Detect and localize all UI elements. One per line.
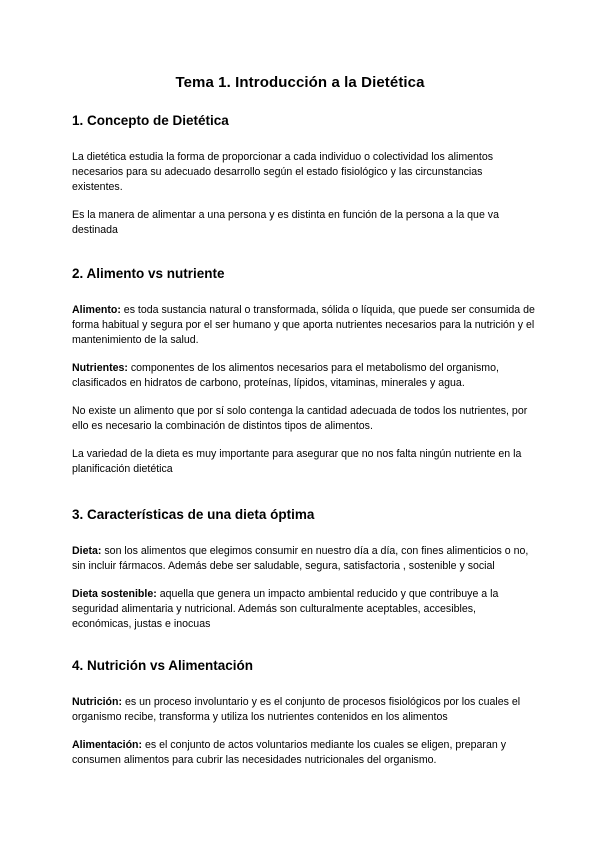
section-heading: 1. Concepto de Dietética	[72, 113, 229, 128]
definition-paragraph: Alimento: es toda sustancia natural o transformada, sólida o líquida, que puede ser consumida de forma habitual y segura por el ser humano y que aporta nutrientes necesarios para la nutrición y el mantenimiento de la salud.	[72, 304, 535, 346]
definition-paragraph: Nutrición: es un proceso involuntario y es el conjunto de procesos fisiológicos por los cuales el organismo recibe, transforma y utiliza los nutrientes contenidos en los alimentos	[72, 696, 521, 723]
section-heading: 2. Alimento vs nutriente	[72, 266, 225, 281]
term: Alimentación:	[72, 739, 143, 751]
definition-paragraph: Dieta sostenible: aquella que genera un impacto ambiental reducido y que contribuye a la seguridad alimentaria y nutricional. Además son culturalmente aceptables, accesibles, económicas, justas e inocuas	[72, 588, 499, 630]
term: Alimento:	[72, 304, 121, 316]
paragraph: No existe un alimento que por sí solo contenga la cantidad adecuada de todos los nutrientes, por ello es necesario la combinación de distintos tipos de alimentos.	[72, 405, 528, 432]
paragraph: La variedad de la dieta es muy importante para asegurar que no nos falta ningún nutriente en la planificación dietética	[72, 448, 522, 475]
term: Nutrición:	[72, 696, 123, 708]
term: Dieta:	[72, 545, 102, 557]
section-nutricion-alimentacion	[72, 658, 536, 781]
definition-paragraph: Dieta: son los alimentos que elegimos consumir en nuestro día a día, con fines alimenticios o no, sin incluir fármacos. Además debe ser saludable, segura, satisfactoria , sostenible y social	[72, 545, 529, 572]
section-heading: 4. Nutrición vs Alimentación	[72, 658, 254, 673]
section-dieta-optima	[72, 507, 536, 645]
paragraph: Es la manera de alimentar a una persona y es distinta en función de la persona a la que va destinada	[72, 209, 499, 236]
term: Nutrientes:	[72, 362, 128, 374]
section-alimento-nutriente	[72, 266, 536, 490]
section-heading: 3. Características de una dieta óptima	[72, 507, 315, 522]
definition-paragraph: Alimentación: es el conjunto de actos voluntarios mediante los cuales se eligen, preparan y consumen alimentos para cubrir las necesidades nutricionales del organismo.	[72, 739, 506, 766]
document-title: Tema 1. Introducción a la Dietética	[175, 74, 425, 91]
definition-paragraph: Nutrientes: componentes de los alimentos necesarios para el metabolismo del organismo, clasificados en hidratos de carbono, proteínas, lípidos, vitaminas, minerales y agua.	[72, 362, 499, 389]
term: Dieta sostenible:	[72, 588, 157, 600]
paragraph: La dietética estudia la forma de proporcionar a cada individuo o colectividad los alimentos necesarios para su adecuado desarrollo según el estado fisiológico y las circunstancias existentes.	[72, 151, 494, 193]
section-concepto	[72, 113, 536, 251]
